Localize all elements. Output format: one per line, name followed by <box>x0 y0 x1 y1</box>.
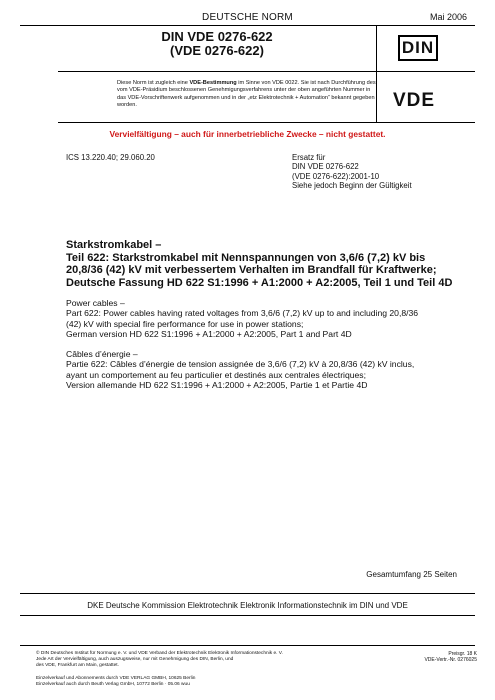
english-title-line: German version HD 622 S1:1996 + A1:2000 + A2:2005, Part 1 and Part 4D <box>66 329 352 340</box>
distribution-line: Einzelverkauf und Abonnements durch VDE VERLAG GMBH, 10625 Berlin <box>36 676 196 681</box>
replaces-line: Siehe jedoch Beginn der Gültigkeit <box>292 181 412 191</box>
price-group: Preisgr. 18 K <box>448 651 477 657</box>
replaces-line: (VDE 0276-622):2001-10 <box>292 171 380 181</box>
document-number <box>58 30 376 58</box>
top-rule <box>20 25 475 26</box>
english-title <box>66 298 456 340</box>
replaces-block <box>292 153 412 191</box>
dke-bottom-rule <box>20 615 475 616</box>
total-pages: Gesamtumfang 25 Seiten <box>366 570 457 579</box>
french-title-line: Version allemande HD 622 S1:1996 + A1:2000 + A2:2005, Partie 1 et Partie 4D <box>66 380 368 391</box>
footer-top-rule <box>20 645 475 646</box>
note-pre: Diese Norm ist zugleich eine <box>117 80 190 86</box>
french-title-line: Câbles d’énergie – <box>66 349 138 359</box>
copyright-line: Jede Art der Vervielfältigung, auch auszugsweise, nur mit Genehmigung des DIN, Berlin, und <box>36 657 234 663</box>
note-bold: VDE-Bestimmung <box>189 80 237 86</box>
german-title-line: Starkstromkabel – <box>66 239 162 251</box>
copyright-notice <box>36 651 366 670</box>
french-title-line: ayant un comportement au feu particulier et destinés aux centrales électriques; <box>66 369 366 380</box>
document-number-vde: (VDE 0276-622) <box>170 43 264 58</box>
dke-top-rule <box>20 593 475 594</box>
english-title-line: Power cables – <box>66 298 125 308</box>
vde-regulation-note <box>117 80 377 110</box>
german-title-line: Teil 622: Starkstromkabel mit Nennspannungen von 3,6/6 (7,2) kV bis <box>66 251 426 264</box>
issue-date: Mai 2006 <box>429 12 467 22</box>
copyright-line: des VDE, Frankfurt am Main, gestattet. <box>36 663 119 669</box>
distribution-line: Einzelverkauf auch durch Beuth Verlag GmbH, 10772 Berlin · 05.06 wuu <box>36 682 190 688</box>
norm-label: DEUTSCHE NORM <box>202 12 293 23</box>
distribution-notice <box>36 676 366 688</box>
replaces-line: DIN VDE 0276-622 <box>292 162 359 172</box>
german-title-line: 20,8/36 (42) kV mit verbessertem Verhalten im Brandfall für Kraftwerke; <box>66 264 437 277</box>
replaces-line: Ersatz für <box>292 153 326 162</box>
logo-divider <box>376 71 475 72</box>
german-title-line: Deutsche Fassung HD 622 S1:1996 + A1:2000 + A2:2005, Teil 1 und Teil 4D <box>66 277 453 290</box>
document-number-din: DIN VDE 0276-622 <box>161 29 273 44</box>
reproduction-notice: Vervielfältigung – auch für innerbetriebliche Zwecke – nicht gestattet. <box>109 129 386 139</box>
copyright-line: © DIN Deutsches Institut für Normung e. V. und VDE Verband der Elektrotechnik Elektronik Informationstechnik e. V. <box>36 651 283 656</box>
english-title-line: (42) kV with special fire performance for use in power stations; <box>66 318 304 329</box>
french-title-line: Partie 622: Câbles d’énergie de tension assignée de 3,6/6 (7,2) kV à 20,8/36 (42) kV inclus, <box>66 359 415 370</box>
price-info <box>424 651 477 664</box>
note-post: im Sinne von VDE 0022. Sie ist nach Durchführung des vom VDE-Präsidium beschlossenen Genehmigungsverfahrens unter der oben angeführten Nummer in das VDE-Vorschriftenwerk aufgenommen und in der „etz Elektrotechnik + Automation“ bekannt gegeben worden. <box>117 80 376 109</box>
din-logo <box>398 35 438 61</box>
title-bottom-rule <box>58 71 376 72</box>
ics-codes: ICS 13.220.40; 29.060.20 <box>66 153 155 162</box>
english-title-line: Part 622: Power cables having rated voltages from 3,6/6 (7,2) kV up to and including 20,8/36 <box>66 308 419 319</box>
header-bottom-rule <box>58 122 475 123</box>
german-title <box>66 239 466 290</box>
dke-line: DKE Deutsche Kommission Elektrotechnik Elektronik Informationstechnik im DIN und VDE <box>87 601 408 610</box>
french-title <box>66 349 456 391</box>
vde-order-number: VDE-Vertr.-Nr. 0276025 <box>424 657 477 664</box>
vde-logo: VDE <box>393 90 436 111</box>
din-logo-text: DIN <box>401 38 435 57</box>
